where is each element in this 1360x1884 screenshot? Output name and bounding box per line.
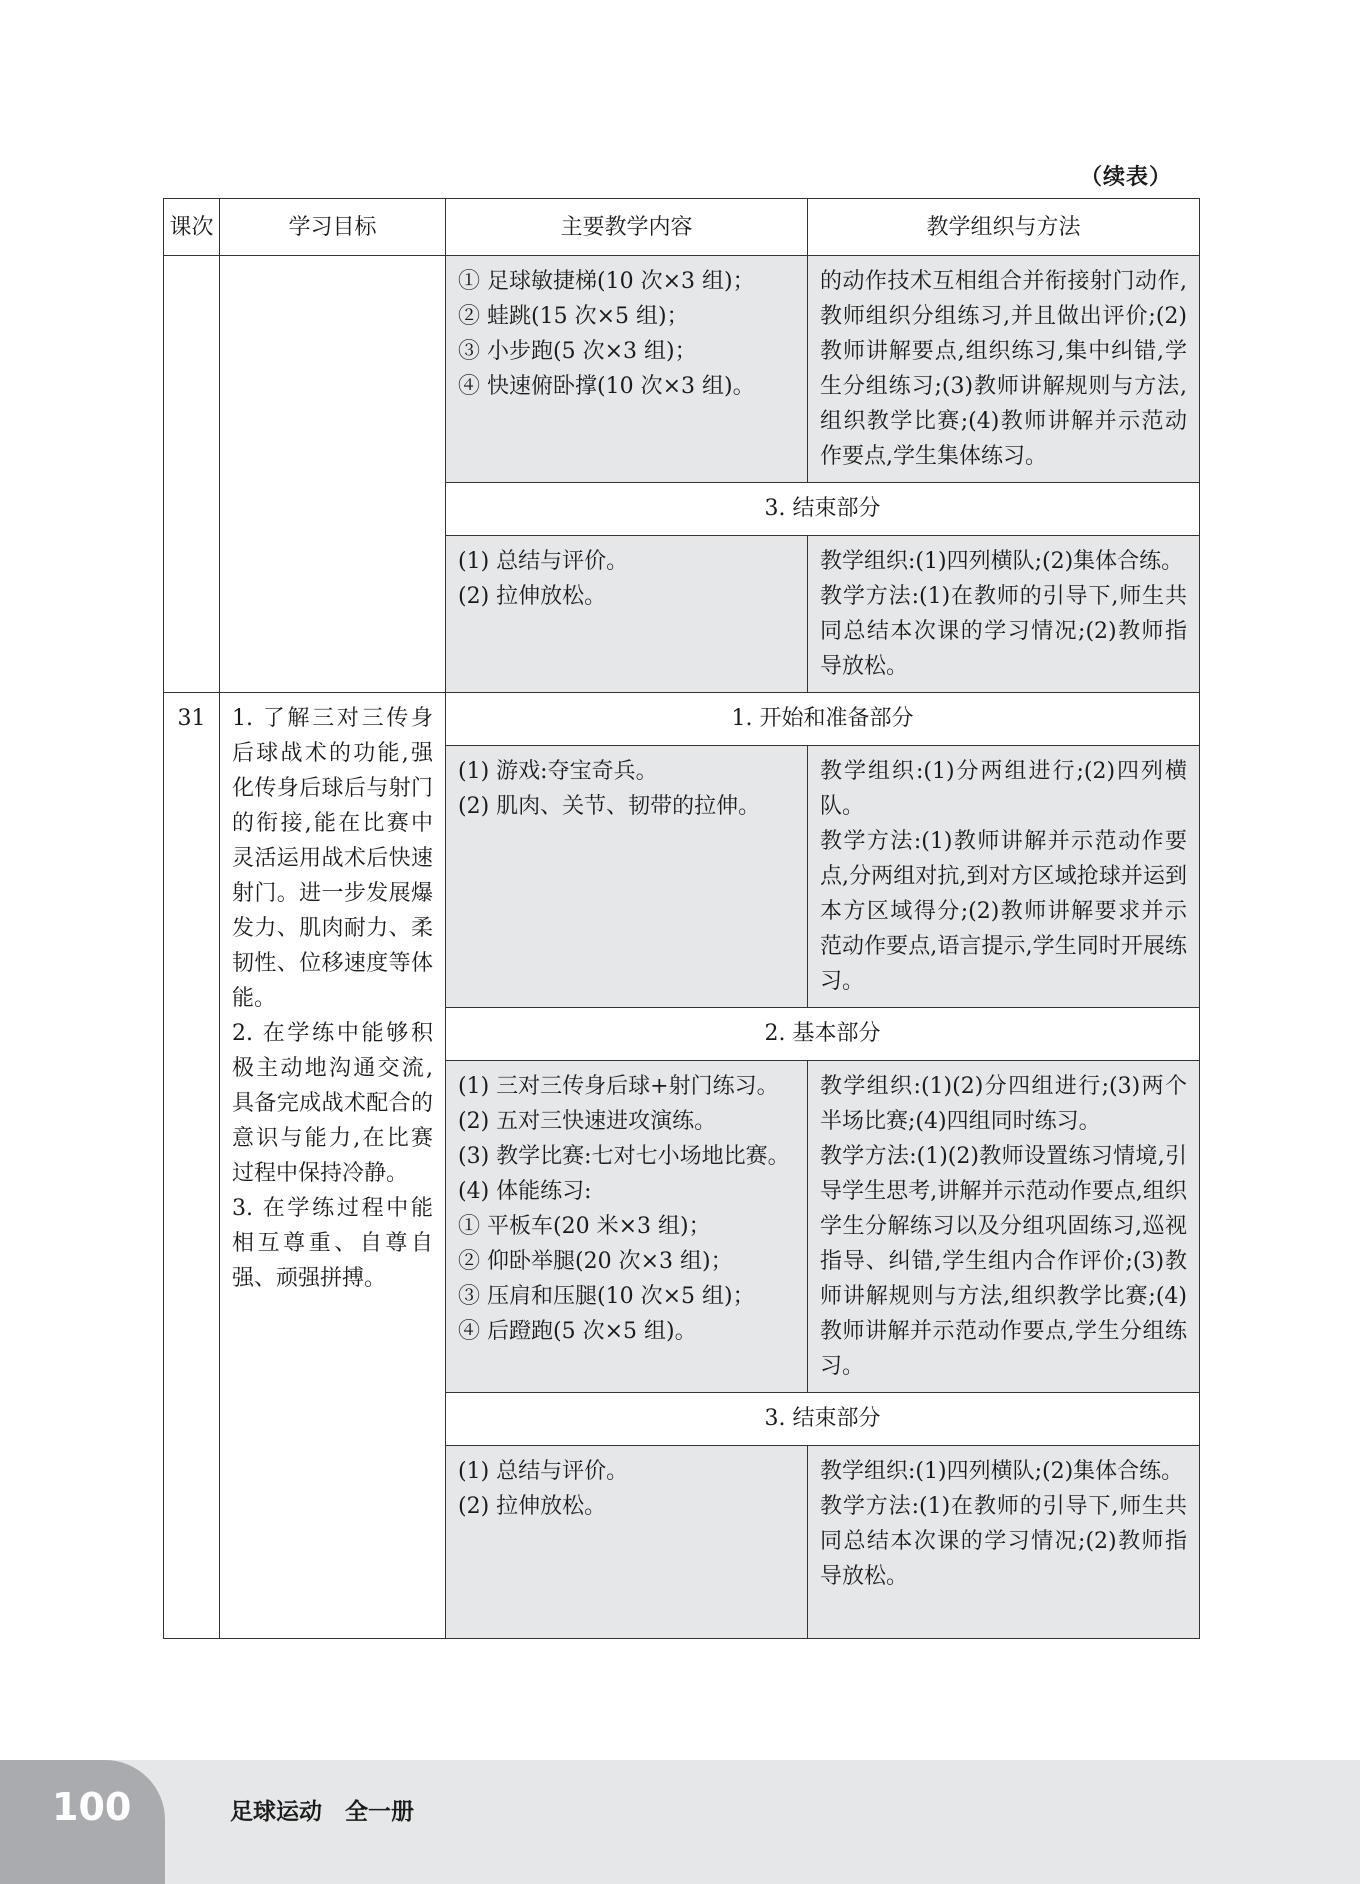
section-heading: 3. 结束部分 (446, 1393, 1200, 1446)
list-item: ① 平板车(20 米×3 组)； (458, 1214, 711, 1239)
list-item: (2) 拉伸放松。 (458, 584, 607, 609)
prev-content-cell (446, 256, 808, 483)
method-line: 教学组织:(1)(2)分四组进行;(3)两个半场比赛;(4)四组同时练习。 (820, 1074, 1187, 1134)
book-title: 足球运动 全一册 (230, 1799, 414, 1825)
prev-end-method-cell (808, 536, 1200, 693)
table-row (164, 256, 1200, 483)
method-line: 教学方法:(1)(2)教师设置练习情境,引导学生思考,讲解并示范动作要点,组织学生分解练习以及分组巩固练习,巡视指导、纠错,学生组内合作评价;(3)教师讲解规则与方法,组织教学比赛;(4)教师讲解并示范动作要点,学生分组练习。 (820, 1144, 1187, 1379)
method-line: 教学组织:(1)分两组进行;(2)四列横队。 (820, 759, 1187, 819)
list-item: ③ 小步跑(5 次×3 组)； (458, 339, 697, 364)
list-item: ④ 快速俯卧撑(10 次×3 组)。 (458, 374, 755, 399)
method-line: 教学组织:(1)四列横队;(2)集体合练。 (820, 549, 1184, 574)
list-item: ② 蛙跳(15 次×5 组)； (458, 304, 689, 329)
list-item: (3) 教学比赛:七对七小场地比赛。 (458, 1144, 790, 1169)
prev-goals-cell (220, 256, 446, 693)
list-item: (2) 五对三快速进攻演练。 (458, 1109, 717, 1134)
list-item: (2) 肌肉、关节、韧带的拉伸。 (458, 794, 761, 819)
header-goals: 学习目标 (220, 199, 446, 256)
method-line: 教学方法:(1)在教师的引导下,师生共同总结本次课的学习情况;(2)教师指导放松。 (820, 1494, 1187, 1589)
prev-end-content-cell (446, 536, 808, 693)
list-item: (1) 总结与评价。 (458, 549, 629, 574)
list-item: ① 足球敏捷梯(10 次×3 组)； (458, 269, 755, 294)
list-item: (4) 体能练习: (458, 1179, 592, 1204)
method-line: 教学方法:(1)教师讲解并示范动作要点,分两组对抗,到对方区域抢球并运到本方区域得分;(2)教师讲解要求并示范动作要点,语言提示,学生同时开展练习。 (820, 829, 1187, 994)
s2-content-cell (446, 1061, 808, 1393)
list-item: ③ 压肩和压腿(10 次×5 组)； (458, 1284, 755, 1309)
prev-lesson-number-cell (164, 256, 220, 693)
s2-method-cell (808, 1061, 1200, 1393)
list-item: (2) 拉伸放松。 (458, 1494, 607, 1519)
list-item: (1) 总结与评价。 (458, 1459, 629, 1484)
table-header-row (164, 199, 1200, 256)
s1-content-cell (446, 746, 808, 1008)
section-heading: 2. 基本部分 (446, 1008, 1200, 1061)
s1-method-cell (808, 746, 1200, 1008)
footer-bar (0, 1760, 1360, 1884)
header-lesson: 课次 (164, 199, 220, 256)
list-item: (1) 游戏:夺宝奇兵。 (458, 759, 658, 784)
header-method: 教学组织与方法 (808, 199, 1200, 256)
s3-method-cell (808, 1446, 1200, 1639)
list-item: (1) 三对三传身后球+射门练习。 (458, 1074, 779, 1099)
prev-method-cell: 的动作技术互相组合并衔接射门动作,教师组织分组练习,并且做出评价;(2)教师讲解要点,组织练习,集中纠错,学生分组练习;(3)教师讲解规则与方法,组织教学比赛;(4)教师讲解并示范动作要点,学生集体练习。 (808, 256, 1200, 483)
list-item: ④ 后蹬跑(5 次×5 组)。 (458, 1319, 697, 1344)
method-line: 教学组织:(1)四列横队;(2)集体合练。 (820, 1459, 1184, 1484)
s3-content-cell (446, 1446, 808, 1639)
header-content: 主要教学内容 (446, 199, 808, 256)
continued-label: （续表） (1080, 165, 1173, 190)
learning-goals-cell: 1. 了解三对三传身后球战术的功能,强化传身后球后与射门的衔接,能在比赛中灵活运用战术后快速射门。进一步发展爆发力、肌肉耐力、柔韧性、位移速度等体能。 2. 在学练中能够积极主动地沟通交流,具备完成战术配合的意识与能力,在比赛过程中保持冷静。 3. 在学练过程中能相互尊重、自尊自强、顽强拼搏。 (220, 693, 446, 1639)
table-row (164, 693, 1200, 746)
lesson-number-cell: 31 (164, 693, 220, 1639)
page-number: 100 (52, 1785, 132, 1829)
section-heading: 3. 结束部分 (446, 483, 1200, 536)
lesson-plan-table (163, 198, 1200, 1639)
list-item: ② 仰卧举腿(20 次×3 组)； (458, 1249, 733, 1274)
method-line: 教学方法:(1)在教师的引导下,师生共同总结本次课的学习情况;(2)教师指导放松。 (820, 584, 1187, 679)
section-heading: 1. 开始和准备部分 (446, 693, 1200, 746)
